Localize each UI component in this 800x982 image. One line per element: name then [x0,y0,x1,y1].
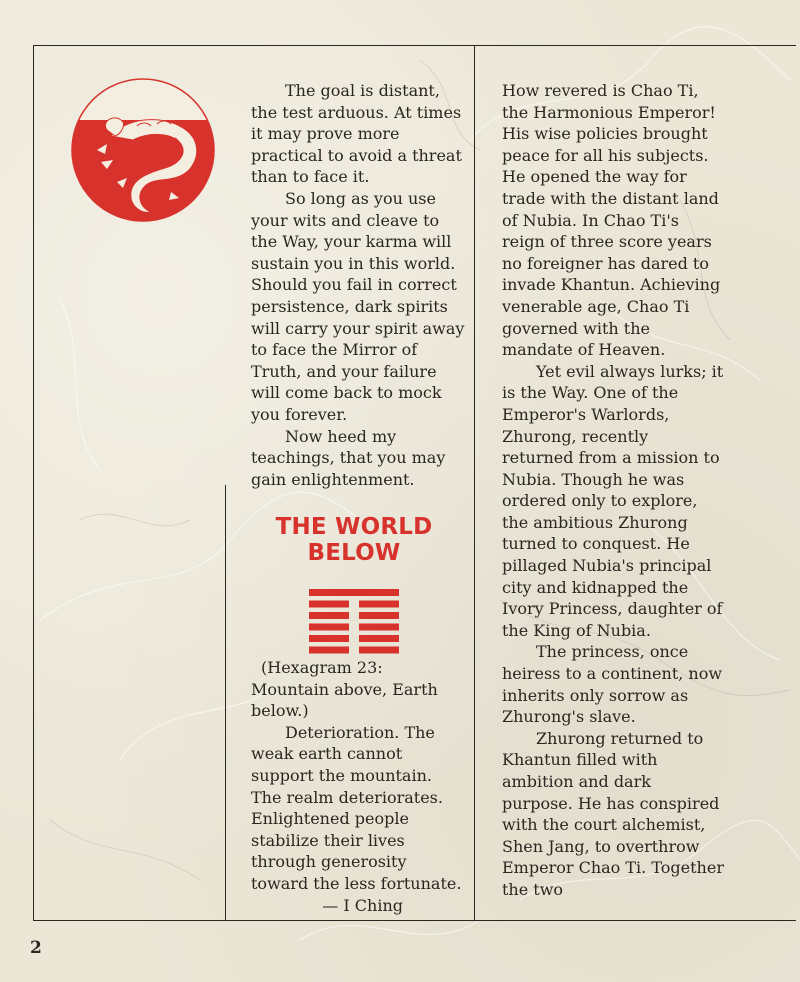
story-paragraph: Yet evil always lurks; it is the Way. One of the Emperor's Warlords, Zhurong, recently returned from a mission to Nubia. Though he was ordered only to explore, the ambitious Zhurong turned to conquest. He pillaged Nubia's principal city and kidnapped the Ivory Princess, daughter of the King of Nubia. [502,361,724,640]
intro-paragraph: So long as you use your wits and cleave to the Way, your karma will sustain you in this world. Should you fail in correct persistence, dark spirits will carry your spirit away to face the Mirror of Truth, and your failure will come back to mock you forever. [251,188,465,424]
section-heading [248,514,460,566]
dragon-emblem-icon [71,78,215,222]
column-divider [474,45,475,921]
story-text [502,80,724,901]
hexagram-icon [309,589,399,654]
sidebar-divider [225,485,226,921]
section-heading-line: BELOW [307,540,401,566]
hexagram-text: Deterioration. The weak earth cannot support the mountain. The realm deteriorates. Enlightened people stabilize their lives through generosity toward the less fortunate. [251,722,462,893]
story-paragraph: How revered is Chao Ti, the Harmonious Emperor! His wise policies brought peace for all his subjects. He opened the way for trade with the distant land of Nubia. In Chao Ti's reign of three score years no foreigner has dared to invade Khantun. Achieving venerable age, Chao Ti governed with the mandate of Heaven. [502,81,721,360]
story-paragraph: The princess, once heiress to a continent, now inherits only sorrow as Zhurong's slave. [502,642,723,727]
hexagram-text-block [251,657,465,916]
intro-paragraph: The goal is distant, the test arduous. At times it may prove more practical to avoid a threat than to face it. [251,81,462,187]
intro-text [251,80,465,490]
story-paragraph: Zhurong returned to Khantun filled with ambition and dark purpose. He has conspired with the court alchemist, Shen Jang, to overthrow Emperor Chao Ti. Together the two [502,728,724,899]
section-heading-line: THE WORLD [275,514,433,540]
hexagram-caption: (Hexagram 23: Mountain above, Earth below.) [251,658,438,721]
attribution: — I Ching [322,895,403,915]
page-number: 2 [30,938,42,958]
intro-paragraph: Now heed my teachings, that you may gain enlightenment. [251,426,446,489]
